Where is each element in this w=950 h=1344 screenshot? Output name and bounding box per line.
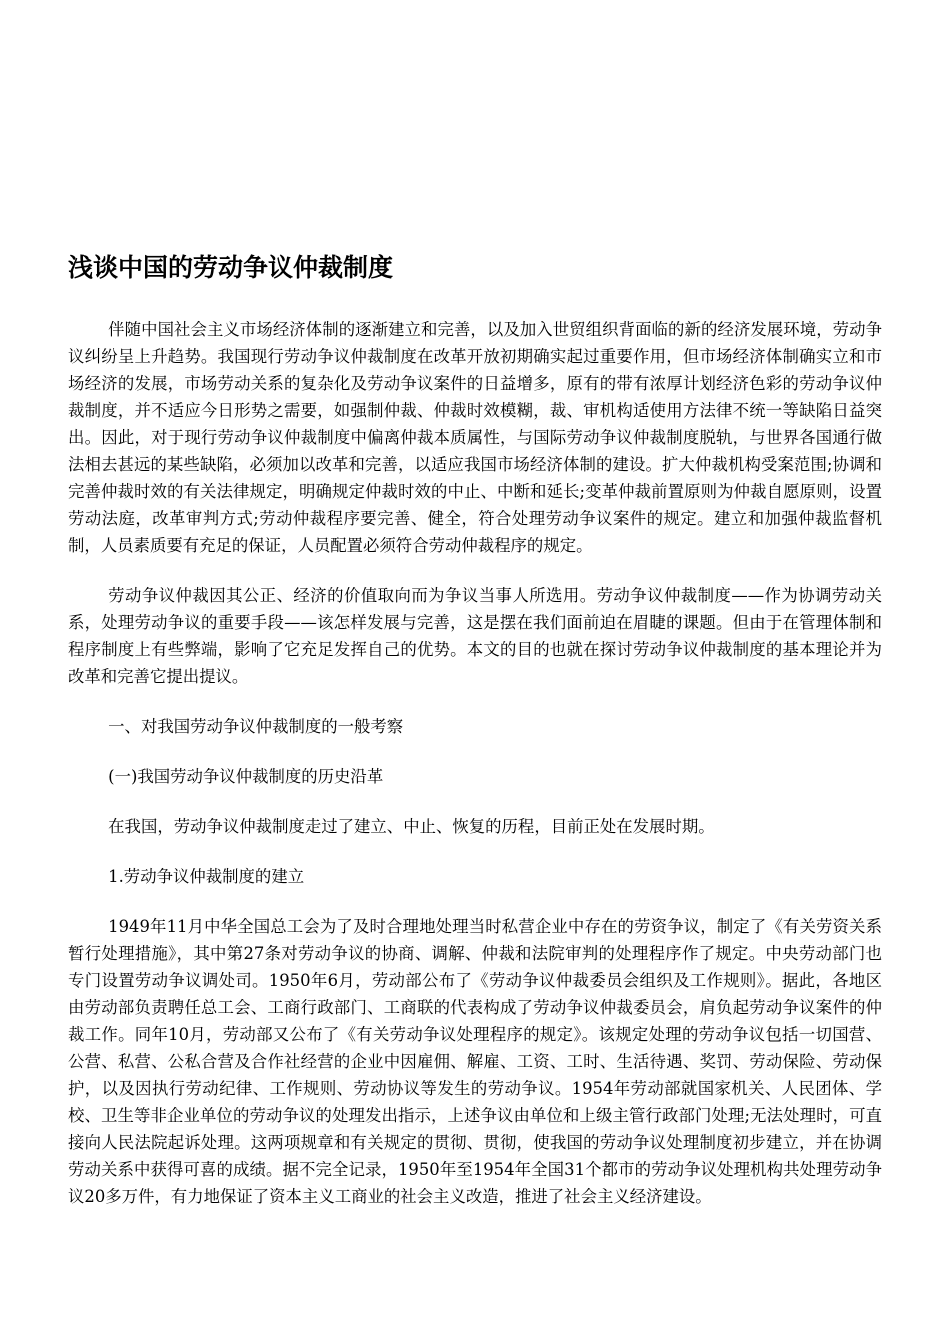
document-title: 浅谈中国的劳动争议仲裁制度 (68, 253, 394, 282)
subsection-intro-paragraph: 在我国，劳动争议仲裁制度走过了建立、中止、恢复的历程，目前正处在发展时期。 (108, 817, 715, 836)
point-heading: 1.劳动争议仲裁制度的建立 (108, 867, 305, 886)
history-paragraph: 1949年11月中华全国总工会为了及时合理地处理当时私营企业中存在的劳资争议，制定了《有关劳资关系暂行处理措施》，其中第27条对劳动争议的协商、调解、仲裁和法院审判的处理程序作了规定。中央劳动部门也专门设置劳动争议调处司。1950年6月，劳动部公布了《劳动争议仲裁委员会组织及工作规则》。据此，各地区由劳动部负责聘任总工会、工商行政部门、工商联的代表构成了劳动争议仲裁委员会，肩负起劳动争议案件的仲裁工作。同年10月，劳动部又公布了《有关劳动争议处理程序的规定》。该规定处理的劳动争议包括一切国营、公营、私营、公私合营及合作社经营的企业中因雇佣、解雇、工资、工时、生活待遇、奖罚、劳动保险、劳动保护，以及因执行劳动纪律、工作规则、劳动协议等发生的劳动争议。1954年劳动部就国家机关、人民团体、学校、卫生等非企业单位的劳动争议的处理发出指示，上述争议由单位和上级主管行政部门处理;无法处理时，可直接向人民法院起诉处理。这两项规章和有关规定的贯彻、贯彻，使我国的劳动争议处理制度初步建立，并在协调劳动关系中获得可喜的成绩。据不完全记录，1950年至1954年全国31个都市的劳动争议处理机构共处理劳动争议20多万件，有力地保证了资本主义工商业的社会主义改造，推进了社会主义经济建设。 (68, 917, 882, 1206)
document-page (68, 250, 882, 1233)
purpose-paragraph: 劳动争议仲裁因其公正、经济的价值取向而为争议当事人所选用。劳动争议仲裁制度——作为协调劳动关系，处理劳动争议的重要手段——该怎样发展与完善，这是摆在我们面前迫在眉睫的课题。但由于在管理体制和程序制度上有些弊端，影响了它充足发挥自己的优势。本文的目的也就在探讨劳动争议仲裁制度的基本理论并为改革和完善它提出提议。 (68, 586, 882, 686)
subsection-heading: (一)我国劳动争议仲裁制度的历史沿革 (108, 767, 384, 786)
section-heading: 一、对我国劳动争议仲裁制度的一般考察 (108, 717, 404, 736)
intro-paragraph: 伴随中国社会主义市场经济体制的逐渐建立和完善，以及加入世贸组织背面临的新的经济发展环境，劳动争议纠纷呈上升趋势。我国现行劳动争议仲裁制度在改革开放初期确实起过重要作用，但市场经济体制确实立和市场经济的发展，市场劳动关系的复杂化及劳动争议案件的日益增多，原有的带有浓厚计划经济色彩的劳动争议仲裁制度，并不适应今日形势之需要，如强制仲裁、仲裁时效模糊，裁、审机构适使用方法律不统一等缺陷日益突出。因此，对于现行劳动争议仲裁制度中偏离仲裁本质属性，与国际劳动争议仲裁制度脱轨，与世界各国通行做法相去甚远的某些缺陷，必须加以改革和完善，以适应我国市场经济体制的建设。扩大仲裁机构受案范围;协调和完善仲裁时效的有关法律规定，明确规定仲裁时效的中止、中断和延长;变革仲裁前置原则为仲裁自愿原则，设置劳动法庭，改革审判方式;劳动仲裁程序要完善、健全，符合处理劳动争议案件的规定。建立和加强仲裁监督机制，人员素质要有充足的保证，人员配置必须符合劳动仲裁程序的规定。 (68, 320, 882, 555)
